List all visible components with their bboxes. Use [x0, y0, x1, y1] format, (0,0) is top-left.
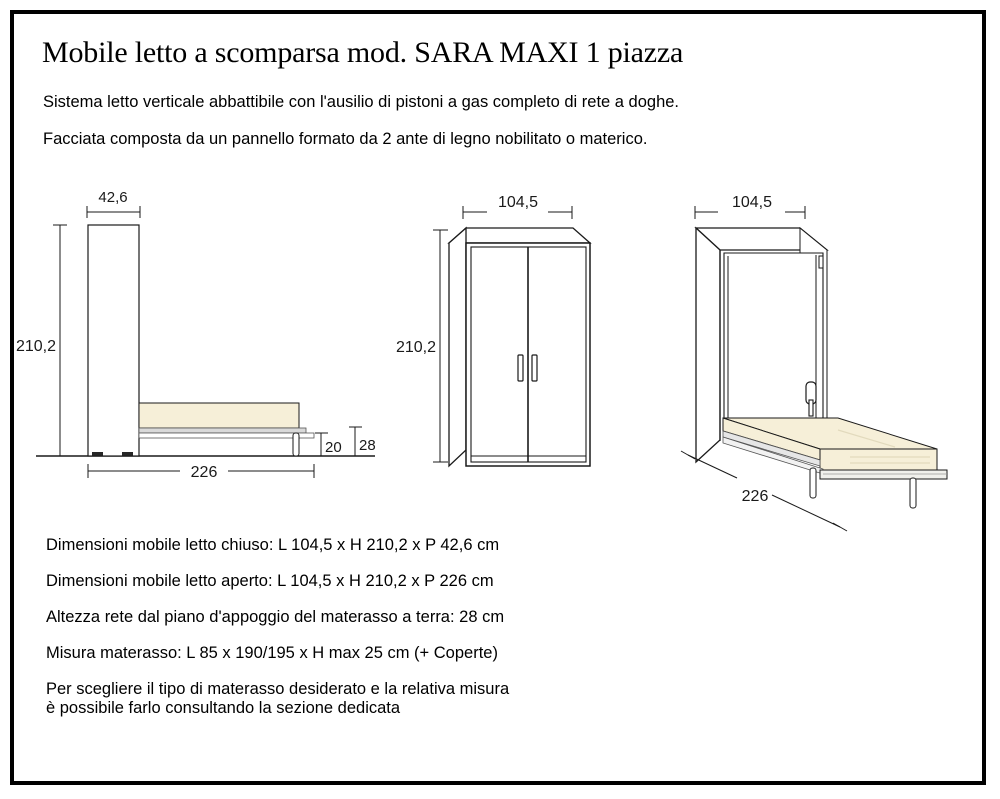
- dimension-label-226-side: 226: [190, 464, 218, 481]
- specification-list: [46, 536, 509, 718]
- subtitle-line-1: Sistema letto verticale abbattibile con l'ausilio di pistoni a gas completo di rete a doghe.: [43, 93, 680, 111]
- dimension-label-42.6: 42,6: [98, 189, 128, 206]
- spec-closed-dimensions: Dimensioni mobile letto chiuso: L 104,5 x H 210,2 x P 42,6 cm: [46, 536, 500, 554]
- dimension-label-104.5-perspective: 104,5: [731, 194, 773, 211]
- page-title: Mobile letto a scomparsa mod. SARA MAXI 1 piazza: [42, 36, 684, 69]
- spec-open-dimensions: Dimensioni mobile letto aperto: L 104,5 x H 210,2 x P 226 cm: [46, 572, 494, 590]
- spec-bed-height: Altezza rete dal piano d'appoggio del materasso a terra: 28 cm: [46, 608, 505, 626]
- dimension-label-20: 20: [325, 439, 342, 456]
- spec-note-line-2: è possibile farlo consultando la sezione dedicata: [46, 699, 401, 717]
- dimension-label-210.2-side: 210,2: [15, 338, 56, 355]
- spec-mattress-size: Misura materasso: L 85 x 190/195 x H max 25 cm (+ Coperte): [46, 644, 498, 662]
- dimension-label-104.5-front: 104,5: [497, 194, 539, 211]
- dimension-label-226-perspective: 226: [741, 488, 769, 505]
- spec-note-line-1: Per scegliere il tipo di materasso desiderato e la relativa misura: [46, 680, 510, 698]
- dimension-label-210.2-front: 210,2: [395, 339, 436, 356]
- subtitle-line-2: Facciata composta da un pannello formato da 2 ante di legno nobilitato o materico.: [43, 130, 648, 148]
- dimension-label-28: 28: [359, 437, 376, 454]
